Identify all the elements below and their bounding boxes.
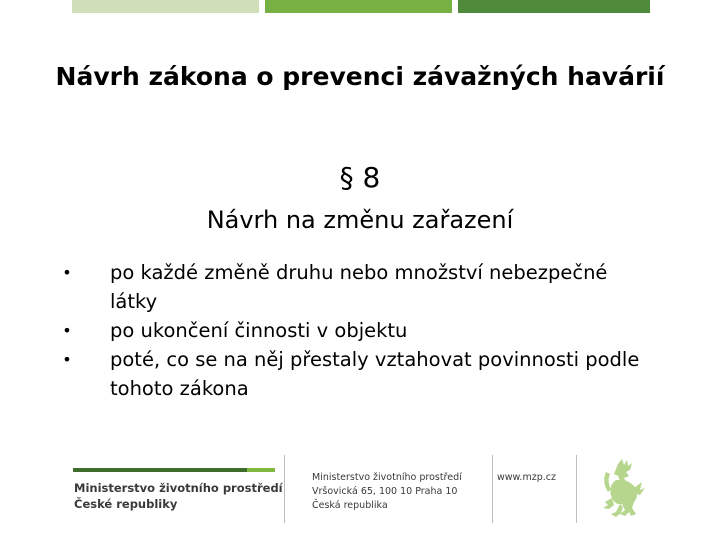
footer-addr-line1: Ministerstvo životního prostředí bbox=[312, 472, 462, 483]
bullet-list bbox=[60, 258, 660, 403]
footer bbox=[0, 455, 720, 540]
bullet-item bbox=[60, 345, 660, 403]
footer-website-link[interactable]: www.mzp.cz bbox=[497, 472, 556, 483]
bullet-dot-icon: • bbox=[62, 321, 72, 340]
slide-title: Návrh zákona o prevenci závažných havárií bbox=[55, 62, 665, 91]
footer-addr-line3: Česká republika bbox=[312, 500, 388, 511]
header-bar-light bbox=[72, 0, 259, 13]
footer-address bbox=[312, 471, 492, 513]
footer-divider bbox=[284, 455, 285, 523]
footer-org-line2: České republiky bbox=[74, 497, 178, 511]
footer-organization bbox=[74, 480, 284, 512]
header-bar-mid bbox=[265, 0, 452, 13]
czech-lion-icon bbox=[598, 458, 648, 520]
bullet-dot-icon: • bbox=[62, 263, 72, 282]
footer-divider bbox=[576, 455, 577, 523]
footer-org-line1: Ministerstvo životního prostředí bbox=[74, 481, 283, 495]
header-color-bars bbox=[72, 0, 650, 13]
footer-addr-line2: Vršovická 65, 100 10 Praha 10 bbox=[312, 486, 458, 497]
bullet-dot-icon: • bbox=[62, 350, 72, 369]
bullet-text: poté, co se na něj přestaly vztahovat povinnosti podle tohoto zákona bbox=[110, 348, 640, 400]
slide-subtitle: Návrh na změnu zařazení bbox=[206, 206, 514, 234]
bullet-text: po ukončení činnosti v objektu bbox=[110, 319, 408, 342]
bullet-item bbox=[60, 258, 660, 316]
section-number: § 8 bbox=[339, 161, 381, 194]
footer-accent-dark bbox=[73, 468, 247, 472]
footer-divider bbox=[492, 455, 493, 523]
bullet-text: po každé změně druhu nebo množství nebezpečné látky bbox=[110, 261, 608, 313]
header-bar-dark bbox=[458, 0, 650, 13]
lion-shape bbox=[603, 459, 645, 517]
bullet-item bbox=[60, 316, 660, 345]
